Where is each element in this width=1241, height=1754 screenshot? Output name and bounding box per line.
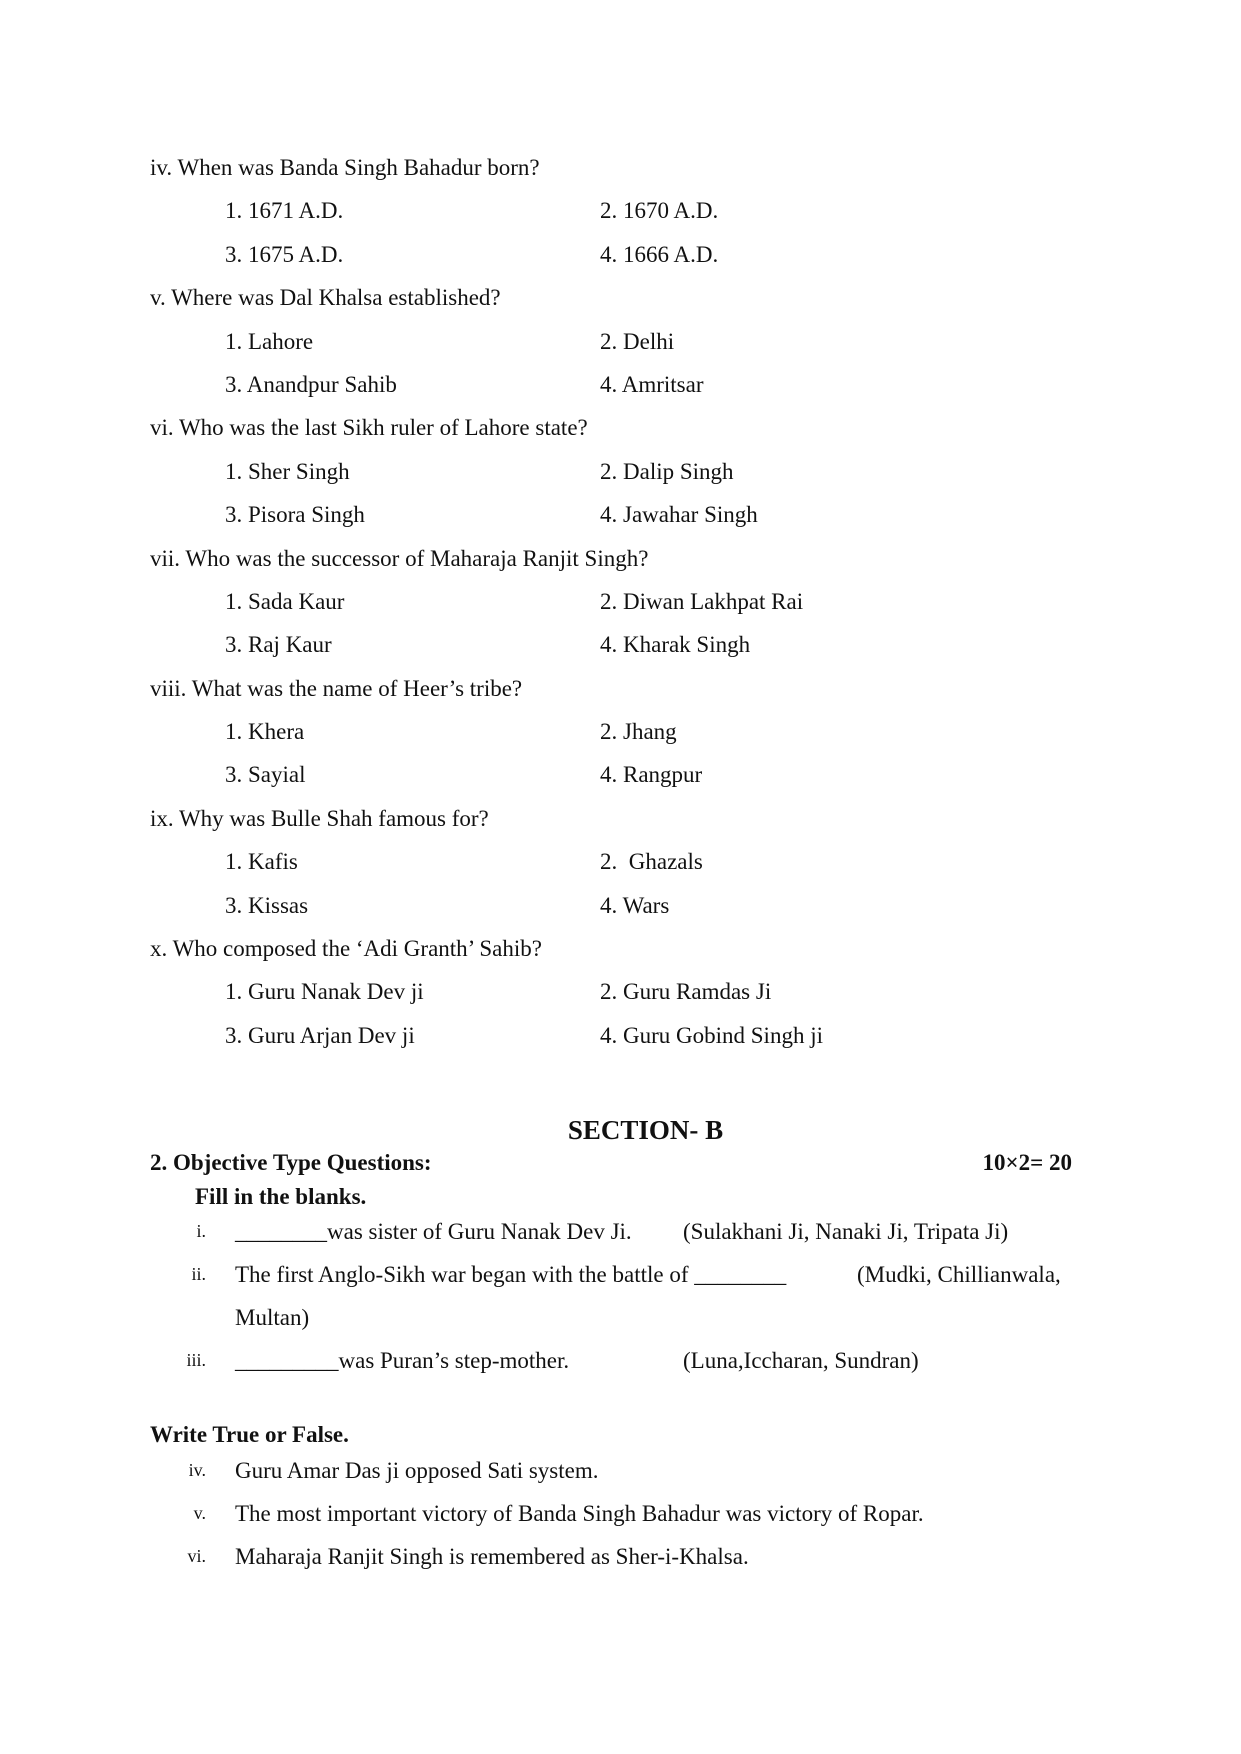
option: 3. Kissas xyxy=(225,892,309,918)
option: 2. Delhi xyxy=(600,328,675,354)
option: 1. 1671 A.D. xyxy=(225,198,344,224)
option: 1. Lahore xyxy=(225,328,314,354)
item-number: iii. xyxy=(186,1350,206,1370)
item-number: vi. xyxy=(187,1546,206,1566)
option: 2. Guru Ramdas Ji xyxy=(600,979,772,1005)
item-text: Guru Amar Das ji opposed Sati system. xyxy=(235,1458,599,1483)
objective-label: 2. Objective Type Questions: xyxy=(150,1150,432,1175)
option: 3. Sayial xyxy=(225,762,306,788)
item-number: v. xyxy=(193,1503,206,1523)
option: 3. Anandpur Sahib xyxy=(225,371,397,397)
option: 1. Kafis xyxy=(225,849,298,875)
option: 4. Kharak Singh xyxy=(600,632,751,658)
item-text: ________was sister of Guru Nanak Dev Ji. xyxy=(235,1219,632,1244)
option: 1. Khera xyxy=(225,719,305,745)
list-item xyxy=(0,1492,1241,1535)
list-item xyxy=(0,1535,1241,1578)
item-text: Multan) xyxy=(235,1305,310,1330)
option: 2. Ghazals xyxy=(600,849,703,875)
item-text: _________was Puran’s step-mother. xyxy=(235,1348,570,1373)
item-number: ii. xyxy=(191,1264,206,1284)
option: 4. Guru Gobind Singh ji xyxy=(600,1022,823,1048)
options-row xyxy=(150,840,1110,883)
item-text: Maharaja Ranjit Singh is remembered as Sher-i-Khalsa. xyxy=(235,1544,749,1569)
item-choices: (Mudki, Chillianwala, xyxy=(857,1262,1061,1287)
options-row xyxy=(150,884,1110,927)
list-item xyxy=(0,1253,1241,1296)
question: x. Who composed the ‘Adi Granth’ Sahib? xyxy=(150,936,542,962)
item-text: The first Anglo-Sikh war began with the battle of ________ xyxy=(235,1262,787,1287)
question: ix. Why was Bulle Shah famous for? xyxy=(150,805,489,831)
options-row xyxy=(150,363,1110,406)
section-title: SECTION- B xyxy=(567,1115,724,1145)
question: vi. Who was the last Sikh ruler of Lahore state? xyxy=(150,415,588,441)
option: 4. 1666 A.D. xyxy=(600,241,719,267)
item-number: iv. xyxy=(188,1460,206,1480)
option: 2. 1670 A.D. xyxy=(600,198,719,224)
option: 1. Sher Singh xyxy=(225,458,350,484)
list-item-continuation xyxy=(0,1296,1241,1339)
options-row xyxy=(150,1014,1110,1057)
options-row xyxy=(150,493,1110,536)
option: 3. Guru Arjan Dev ji xyxy=(225,1022,415,1048)
options-row xyxy=(150,710,1110,753)
options-row xyxy=(150,450,1110,493)
question: vii. Who was the successor of Maharaja Ranjit Singh? xyxy=(150,545,649,571)
item-choices: (Luna,Iccharan, Sundran) xyxy=(683,1348,919,1373)
objective-heading-row xyxy=(150,1146,1072,1180)
option: 2. Dalip Singh xyxy=(600,458,734,484)
option: 3. Pisora Singh xyxy=(225,502,365,528)
item-choices: (Sulakhani Ji, Nanaki Ji, Tripata Ji) xyxy=(683,1219,1009,1244)
list-item xyxy=(0,1449,1241,1492)
true-false-heading: Write True or False. xyxy=(150,1422,349,1447)
options-row xyxy=(150,580,1110,623)
question: viii. What was the name of Heer’s tribe? xyxy=(150,675,523,701)
question: v. Where was Dal Khalsa established? xyxy=(150,285,501,311)
options-row xyxy=(150,623,1110,666)
item-text: The most important victory of Banda Singh Bahadur was victory of Ropar. xyxy=(235,1501,924,1526)
options-row xyxy=(150,753,1110,796)
marks-label: 10×2= 20 xyxy=(982,1150,1072,1175)
list-item xyxy=(0,1210,1241,1253)
option: 4. Rangpur xyxy=(600,762,703,788)
item-number: i. xyxy=(196,1221,206,1241)
options-row xyxy=(150,970,1110,1013)
option: 3. Raj Kaur xyxy=(225,632,332,658)
question: iv. When was Banda Singh Bahadur born? xyxy=(150,155,540,180)
options-row xyxy=(150,189,1110,232)
option: 4. Amritsar xyxy=(600,371,704,397)
option: 2. Diwan Lakhpat Rai xyxy=(600,588,804,614)
option: 3. 1675 A.D. xyxy=(225,241,344,267)
options-row xyxy=(150,233,1110,276)
option: 1. Guru Nanak Dev ji xyxy=(225,979,424,1005)
list-item xyxy=(0,1339,1241,1382)
option: 2. Jhang xyxy=(600,719,677,745)
options-row xyxy=(150,320,1110,363)
option: 4. Wars xyxy=(600,892,670,918)
option: 1. Sada Kaur xyxy=(225,588,345,614)
mcq-list xyxy=(150,146,1110,1057)
fill-blanks-heading: Fill in the blanks. xyxy=(195,1184,367,1209)
option: 4. Jawahar Singh xyxy=(600,502,758,528)
